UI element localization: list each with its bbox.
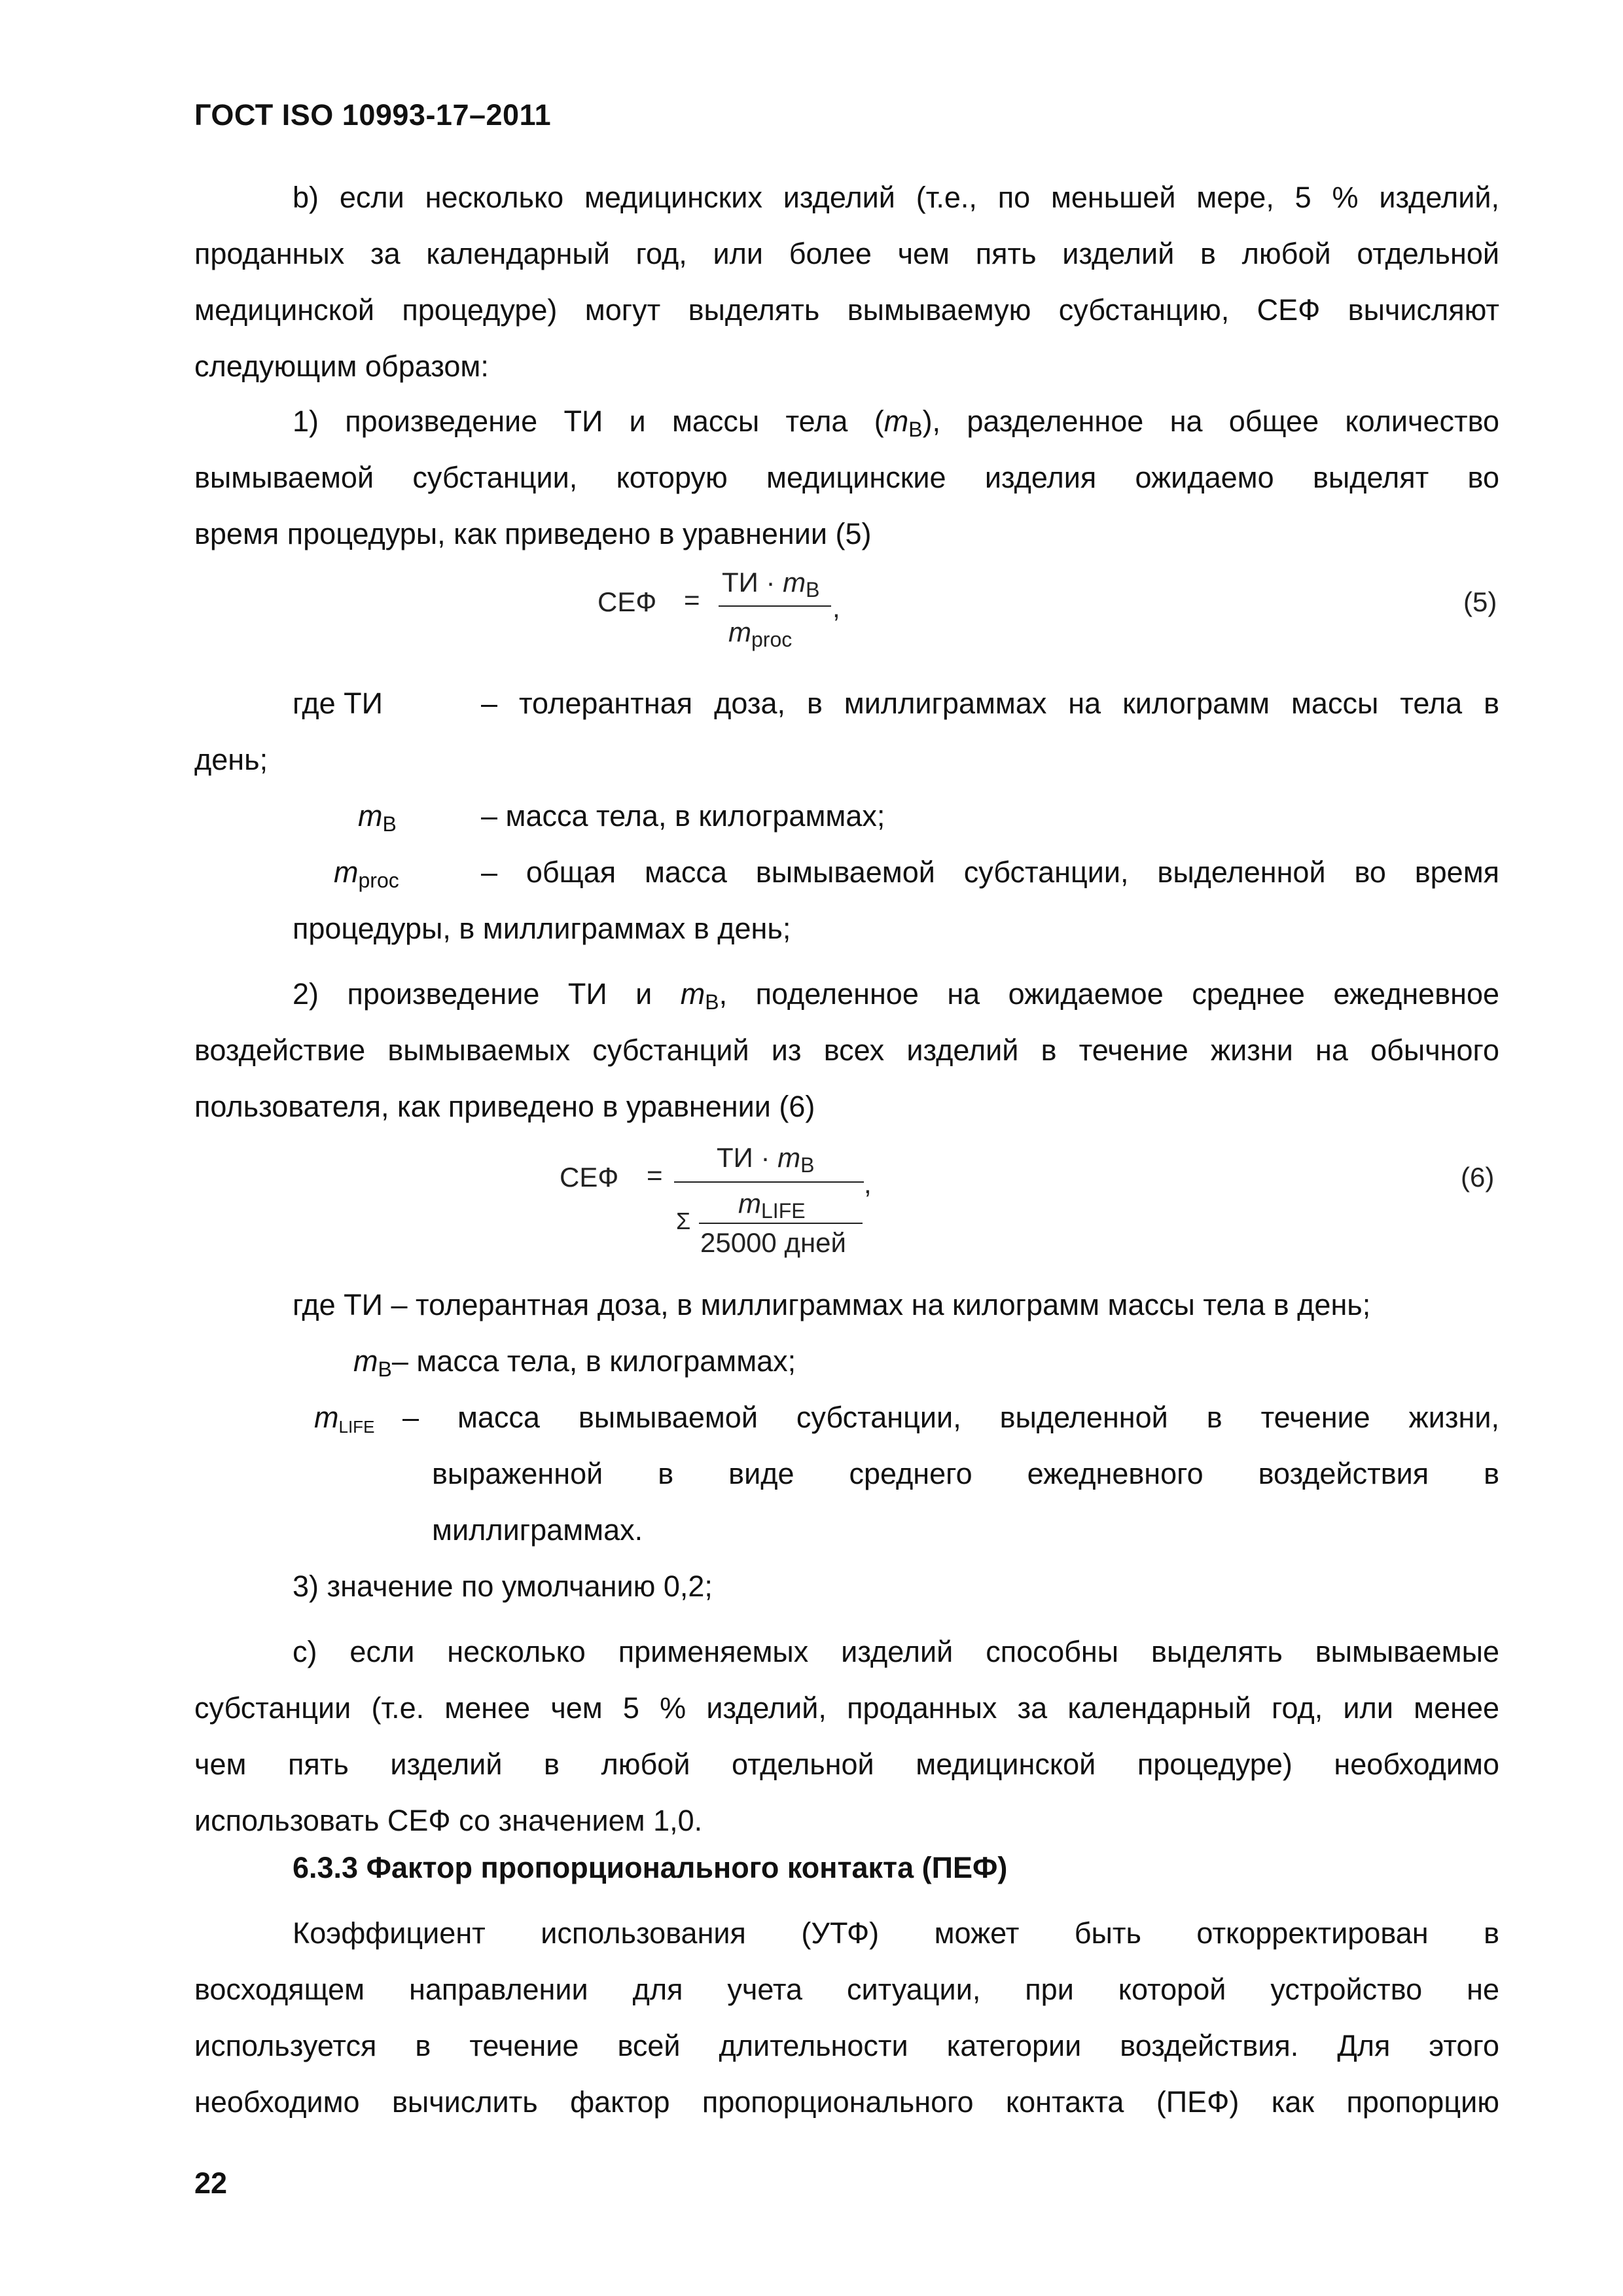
paragraph-line: Коэффициент использования (УТФ) может быть откорректирован в [293, 1916, 1499, 1950]
item1-text-a2: 1) произведение ТИ и массы тела ( [293, 404, 884, 438]
eq5-comma: , [832, 592, 840, 623]
eq5-fraction-bar [719, 605, 831, 607]
where6-mb-symbol: $m_B$ [353, 1344, 392, 1381]
eq6-comma: , [864, 1168, 872, 1199]
paragraph-line: воздействие вымываемых субстанций из всех изделий в течение жизни на обычного [194, 1033, 1499, 1067]
paragraph-line: b) если несколько медицинских изделий (т.е., по меньшей мере, 5 % изделий, [293, 181, 1499, 214]
where5-ti-desc: – толерантная доза, в миллиграммах на килограмм массы тела в [481, 687, 1499, 720]
where5-mproc-symbol: $m_{proc}$ [334, 855, 399, 892]
paragraph-line: пользователя, как приведено в уравнении (6) [194, 1090, 815, 1123]
paragraph-line: чем пять изделий в любой отдельной медицинской процедуре) необходимо [194, 1748, 1499, 1781]
eq5-numerator: ТИ · $m_B$ [722, 567, 820, 601]
eq5-number: (5) [1463, 586, 1497, 617]
paragraph-line: вымываемой субстанции, которую медицинские изделия ожидаемо выделят во [194, 461, 1499, 494]
document-header: ГОСТ ISO 10993-17–2011 [194, 98, 552, 132]
paragraph-line: c) если несколько применяемых изделий способны выделять вымываемые [293, 1635, 1499, 1668]
paragraph-line: время процедуры, как приведено в уравнении (5) [194, 517, 872, 550]
paragraph-line: используется в течение всей длительности категории воздействия. Для этого [194, 2029, 1499, 2062]
eq5-lhs: СЕФ [597, 586, 657, 617]
where6-ti-line: где ТИ – толерантная доза, в миллиграммах на килограмм массы тела в день; [293, 1288, 1371, 1321]
eq6-lhs: СЕФ [560, 1162, 619, 1193]
eq6-fraction-bar [674, 1181, 864, 1183]
where6-mlife-desc: – масса вымываемой субстанции, выделенной в течение жизни, [402, 1401, 1499, 1434]
paragraph-line: следующим образом: [194, 350, 489, 383]
eq6-inner-denominator: 25000 дней [700, 1227, 846, 1258]
eq6-sigma: Σ [676, 1208, 691, 1234]
where5-mproc-cont: процедуры, в миллиграммах в день; [293, 912, 791, 945]
eq6-inner-numerator: $m_{LIFE}$ [738, 1188, 806, 1223]
eq5-equals: = [684, 584, 700, 615]
eq5-denominator: $m_{proc}$ [728, 617, 793, 651]
page-number: 22 [194, 2166, 228, 2200]
where5-ti-label: где ТИ [293, 687, 383, 720]
paragraph-line: проданных за календарный год, или более чем пять изделий в любой отдельной [194, 237, 1499, 270]
where5-mb-desc: – масса тела, в килограммах; [481, 799, 885, 833]
where6-mlife-cont2: миллиграммах. [432, 1513, 643, 1547]
section-heading: 6.3.3 Фактор пропорционального контакта (ПЕФ) [293, 1851, 1008, 1884]
item2-mb-symbol: $m_B$ [680, 977, 719, 1014]
item1-first-line [293, 393, 1499, 458]
eq6-number: (6) [1461, 1162, 1495, 1193]
paragraph-line: необходимо вычислить фактор пропорционального контакта (ПЕФ) как пропорцию [194, 2085, 1499, 2119]
item1-mb-symbol: $m_B$ [883, 404, 923, 441]
where5-mb-symbol: $m_B$ [358, 799, 397, 836]
where6-mb-desc: – масса тела, в килограммах; [391, 1344, 796, 1378]
where6-mlife-cont1: выраженной в виде среднего ежедневного воздействия в [432, 1457, 1499, 1490]
list-item-3: 3) значение по умолчанию 0,2; [293, 1570, 713, 1603]
paragraph-line: восходящем направлении для учета ситуации, при которой устройство не [194, 1973, 1499, 2006]
where5-mproc-desc: – общая масса вымываемой субстанции, выделенной во время [481, 855, 1499, 889]
eq6-inner-fraction-bar [699, 1223, 863, 1224]
paragraph-line: использовать СЕФ со значением 1,0. [194, 1804, 703, 1837]
eq6-equals: = [647, 1160, 663, 1191]
where6-mb-line [353, 1342, 796, 1389]
paragraph-line: медицинской процедуре) могут выделять вымываемую субстанцию, СЕФ вычисляют [194, 293, 1499, 327]
where5-ti-cont: день; [194, 743, 268, 776]
where6-mlife-symbol: $m_{LIFE}$ [314, 1401, 375, 1437]
item2-first-line: 2) произведение ТИ и $m_B$, поделенное на ожидаемое среднее ежедневное [293, 977, 1500, 1014]
eq6-numerator: ТИ · $m_B$ [717, 1142, 815, 1177]
item1-text-b: ), разделенное на общее количество [922, 404, 1500, 438]
paragraph-line: субстанции (т.е. менее чем 5 % изделий, проданных за календарный год, или менее [194, 1691, 1499, 1725]
